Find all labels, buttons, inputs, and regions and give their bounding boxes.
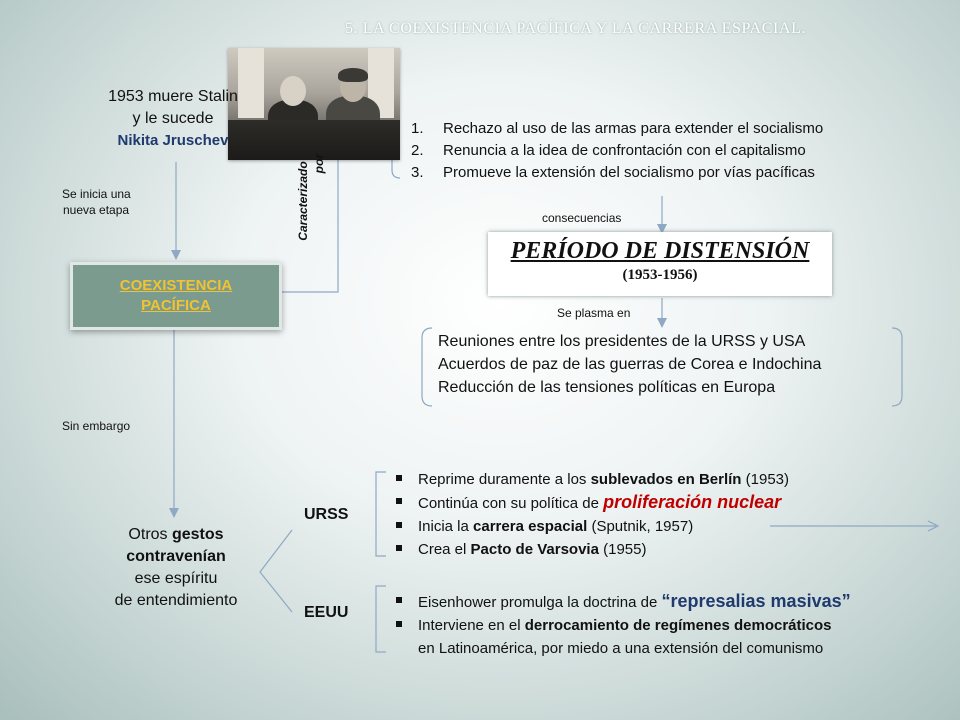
periodo-title: PERÍODO DE DISTENSIÓN — [510, 238, 810, 264]
bracket-urss — [376, 472, 386, 556]
urss-item — [392, 538, 789, 561]
arrowhead — [169, 508, 179, 518]
connector-split — [260, 530, 292, 612]
square-bullet-icon — [396, 475, 402, 481]
square-bullet-icon — [396, 522, 402, 528]
urss-list — [392, 468, 789, 561]
label-nueva-etapa-line-1: Se inicia una — [62, 187, 131, 201]
intro-text — [60, 86, 286, 152]
brace-right-consecuencias — [892, 328, 902, 406]
consecuencia-item: Reducción de las tensiones políticas en Europa — [438, 379, 776, 396]
principio-text: Renuncia a la idea de confrontación con el capitalismo — [443, 142, 806, 159]
arrowhead — [657, 318, 667, 328]
principio-item — [403, 118, 823, 140]
principio-number: 1. — [411, 120, 424, 137]
eeuu-list — [392, 590, 851, 660]
urss-item-bold: Pacto de Varsovia — [470, 541, 599, 558]
eeuu-item — [392, 590, 851, 614]
principio-text: Rechazo al uso de las armas para extender el socialismo — [443, 120, 824, 137]
label-sin-embargo: Sin embargo — [62, 419, 131, 433]
urss-item-text: Reprime duramente a los — [418, 471, 591, 488]
eeuu-item-text: Interviene en el — [418, 617, 525, 634]
principios-list — [403, 118, 823, 184]
intro-line-2: y le sucede — [132, 110, 214, 127]
arrowhead — [171, 250, 181, 260]
urss-item-bold: carrera espacial — [473, 518, 588, 535]
principio-number: 3. — [411, 164, 424, 181]
page-title: 5. LA COEXISTENCIA PACÍFICA Y LA CARRERA ESPACIAL. — [345, 20, 807, 37]
urss-item-post: (1955) — [598, 541, 647, 558]
consecuencia-item: Reuniones entre los presidentes de la URSS y USA — [438, 333, 806, 350]
principio-number: 2. — [411, 142, 424, 159]
label-caracterizado: Caracterizado — [296, 161, 310, 241]
otros-line-3: ese espíritu — [134, 570, 218, 587]
periodo-dates: (1953-1956) — [622, 267, 698, 283]
label-por: por — [312, 154, 326, 174]
intro-line-1: 1953 muere Stalin — [108, 88, 238, 105]
label-consecuencias: consecuencias — [542, 211, 622, 225]
urss-item-post: (Sputnik, 1957) — [587, 518, 694, 535]
eeuu-item-highlight: “represalias masivas” — [661, 591, 851, 611]
brace-left-consecuencias — [422, 328, 432, 406]
urss-item — [392, 468, 789, 491]
label-nueva-etapa-line-2: nueva etapa — [63, 203, 130, 217]
urss-item — [392, 491, 789, 515]
coexistencia-label: COEXISTENCIA PACÍFICA — [119, 277, 233, 314]
principio-item — [403, 162, 823, 184]
square-bullet-icon — [396, 621, 402, 627]
label-nueva-etapa — [62, 186, 131, 218]
principio-item — [403, 140, 823, 162]
urss-item-text: Crea el — [418, 541, 471, 558]
square-bullet-icon — [396, 545, 402, 551]
square-bullet-icon — [396, 498, 402, 504]
coexistencia-box — [70, 262, 282, 330]
urss-item-text: Inicia la — [418, 518, 474, 535]
eeuu-item-text: Eisenhower promulga la doctrina de — [418, 594, 662, 611]
urss-item-bold: sublevados en Berlín — [590, 471, 742, 488]
periodo-distension-box — [488, 232, 832, 296]
label-eeuu: EEUU — [304, 604, 349, 621]
eeuu-item — [392, 614, 851, 637]
consecuencias-list — [438, 330, 821, 399]
leader-name: Nikita Jruschev — [117, 132, 229, 149]
urss-item-highlight: proliferación nuclear — [603, 492, 782, 512]
urss-item-post: (1953) — [741, 471, 790, 488]
label-caracterizado-por — [295, 146, 335, 256]
urss-item — [392, 515, 789, 538]
urss-item-text: Continúa con su política de — [418, 495, 604, 512]
label-se-plasma: Se plasma en — [557, 306, 631, 320]
square-bullet-icon — [396, 597, 402, 603]
otros-pre: Otros — [128, 526, 172, 543]
eeuu-item-bold: derrocamiento de regímenes democráticos — [524, 617, 832, 634]
consecuencia-item: Acuerdos de paz de las guerras de Corea e Indochina — [438, 356, 822, 373]
otros-bold-1: gestos — [171, 526, 224, 543]
otros-bold-2: contravenían — [126, 548, 226, 565]
otros-gestos-text — [98, 524, 254, 612]
otros-line-4: de entendimiento — [114, 592, 238, 609]
eeuu-item-continuation: en Latinoamérica, por miedo a una extensión del comunismo — [418, 640, 824, 657]
label-urss: URSS — [304, 506, 349, 523]
bracket-eeuu — [376, 586, 386, 652]
principio-text: Promueve la extensión del socialismo por vías pacíficas — [443, 164, 815, 181]
